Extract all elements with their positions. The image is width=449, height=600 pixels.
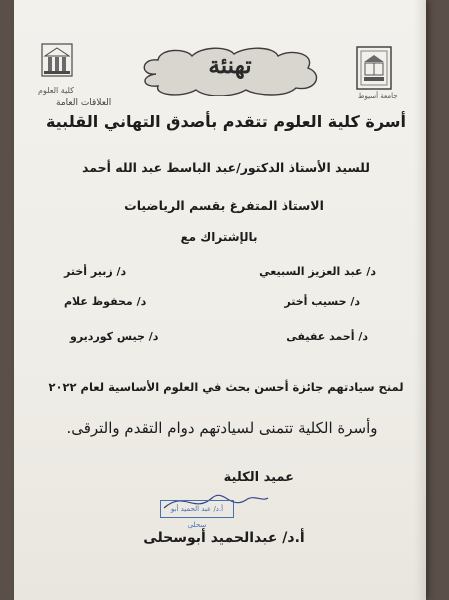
certificate-page <box>14 0 426 600</box>
honoree-line: للسيد الأستاذ الدكتور/عبد الباسط عبد الله أحمد <box>82 160 370 175</box>
left-logo-label: كلية العلوم <box>38 86 74 95</box>
participant-left-1: د/ زبير أختر <box>64 265 127 278</box>
participant-left-2: د/ محفوظ علام <box>64 295 147 308</box>
participant-left-3: د/ جيس كورديرو <box>70 330 159 343</box>
participant-right-1: د/ عبد العزيز السبيعي <box>259 265 376 278</box>
with-line: بالإشتراك مع <box>180 230 258 244</box>
award-line: لمنح سيادتهم جائزة أحسن بحث في العلوم الأساسية لعام ٢٠٢٢ <box>48 380 404 394</box>
university-logo-icon <box>354 44 394 92</box>
dean-stamp: أ.د/ عبد الحميد أبو سحلى <box>160 500 234 518</box>
faculty-logo-icon <box>36 40 78 86</box>
dean-name: أ.د/ عبدالحميد أبوسحلى <box>143 530 305 546</box>
page-edge-shadow <box>414 0 426 600</box>
right-logo-label: جامعة أسيوط <box>358 92 398 100</box>
page-title: أسرة كلية العلوم تتقدم بأصدق التهاني القلبية <box>45 112 406 131</box>
participant-right-2: د/ حسيب أختر <box>284 295 360 308</box>
wish-line: وأسرة الكلية تتمنى لسيادتهم دوام التقدم والترقى. <box>66 419 378 437</box>
participant-right-3: د/ أحمد عفيفى <box>286 330 368 343</box>
banner-title: تهنئة <box>208 52 252 79</box>
department-tag: العلاقات العامة <box>56 98 112 108</box>
dean-title: عميد الكلية <box>223 470 294 485</box>
position-line: الاستاذ المتفرغ بقسم الرياضيات <box>124 198 324 213</box>
